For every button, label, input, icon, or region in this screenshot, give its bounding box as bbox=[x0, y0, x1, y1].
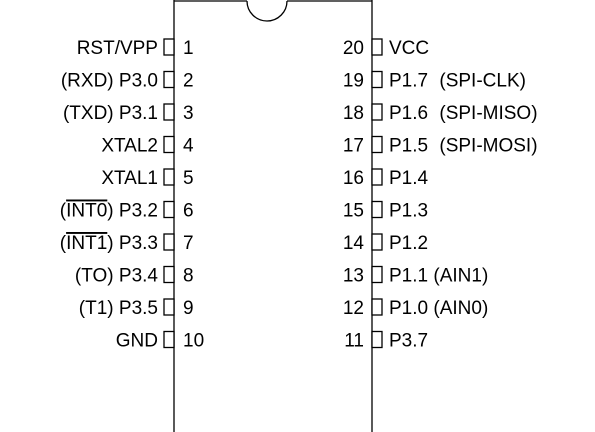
pin-number: 7 bbox=[183, 233, 194, 254]
pin-lead-12 bbox=[372, 299, 382, 315]
pin-name: P3.5 bbox=[118, 298, 158, 319]
pin-alt-function: (AIN0) bbox=[433, 298, 489, 319]
pin-label bbox=[389, 331, 428, 352]
pin-row-1 bbox=[77, 38, 194, 59]
pin-row-8 bbox=[75, 266, 194, 287]
pin-number: 19 bbox=[342, 70, 364, 92]
pin-number: 4 bbox=[183, 135, 194, 157]
pin-row-9 bbox=[79, 298, 194, 319]
chip-orientation-notch bbox=[247, 1, 287, 21]
pin-name: VCC bbox=[389, 38, 430, 59]
pin-number: 3 bbox=[183, 103, 194, 124]
pin-lead-10 bbox=[164, 332, 174, 348]
pin-number: 18 bbox=[342, 103, 364, 124]
pin-row-15 bbox=[343, 201, 428, 222]
pin-label-space bbox=[428, 103, 433, 124]
pin-name: P1.7 bbox=[389, 70, 429, 92]
pin-row-5 bbox=[101, 168, 193, 189]
pin-row-20 bbox=[343, 38, 429, 59]
pin-alt-close-paren: ) bbox=[107, 200, 119, 222]
left-pin-column bbox=[60, 38, 204, 352]
pin-number: 2 bbox=[183, 70, 194, 92]
pin-alt-function: (SPI-MOSI) bbox=[439, 135, 538, 157]
pin-lead-6 bbox=[164, 202, 174, 218]
pin-name: RST/VPP bbox=[76, 38, 158, 59]
pin-label bbox=[101, 136, 158, 157]
pin-name: P1.1 bbox=[389, 265, 429, 287]
pin-lead-1 bbox=[164, 39, 174, 55]
pin-row-11 bbox=[344, 331, 428, 352]
pin-label bbox=[77, 38, 158, 59]
pin-label-space bbox=[428, 71, 433, 92]
pin-lead-20 bbox=[372, 39, 382, 55]
pin-lead-13 bbox=[372, 267, 382, 283]
pin-lead-11 bbox=[372, 332, 382, 348]
pin-label bbox=[389, 266, 488, 287]
pin-number: 8 bbox=[183, 265, 194, 287]
pin-label bbox=[79, 298, 158, 319]
pin-number: 14 bbox=[342, 233, 364, 254]
pin-lead-16 bbox=[372, 169, 382, 185]
pin-label bbox=[389, 168, 429, 189]
pin-alt-function: (T1) bbox=[78, 298, 114, 319]
pin-row-19 bbox=[343, 71, 526, 92]
pin-label bbox=[389, 233, 428, 254]
pin-name: P1.3 bbox=[389, 200, 429, 222]
pin-name: P3.7 bbox=[389, 330, 429, 352]
pin-alt-function-overline: INT0 bbox=[66, 200, 108, 222]
pin-lead-7 bbox=[164, 234, 174, 250]
pin-name: P3.3 bbox=[118, 233, 158, 254]
pin-label bbox=[101, 168, 158, 189]
pin-row-10 bbox=[116, 331, 204, 352]
pin-lead-2 bbox=[164, 72, 174, 88]
pin-number: 9 bbox=[183, 298, 194, 319]
pin-alt-function: (SPI-MISO) bbox=[439, 103, 538, 124]
pin-row-4 bbox=[101, 136, 194, 157]
pin-name: P1.5 bbox=[389, 135, 429, 157]
pin-number: 15 bbox=[342, 200, 364, 222]
pin-lead-5 bbox=[164, 169, 174, 185]
pin-alt-open-paren: ( bbox=[59, 233, 67, 254]
pin-label bbox=[63, 103, 158, 124]
pin-lead-8 bbox=[164, 267, 174, 283]
pin-label bbox=[75, 266, 159, 287]
pin-name: XTAL2 bbox=[101, 135, 158, 157]
pin-lead-18 bbox=[372, 104, 382, 120]
pin-name: P3.0 bbox=[118, 70, 158, 92]
pin-row-14 bbox=[343, 233, 428, 254]
pin-number: 20 bbox=[342, 38, 364, 59]
pin-lead-19 bbox=[372, 72, 382, 88]
pin-label bbox=[61, 71, 158, 92]
pin-label bbox=[60, 201, 158, 222]
pin-alt-function: (TO) bbox=[74, 265, 114, 287]
pin-lead-4 bbox=[164, 137, 174, 153]
pin-label bbox=[60, 233, 158, 254]
pin-name: GND bbox=[115, 330, 158, 352]
pin-name: P1.6 bbox=[389, 103, 429, 124]
pin-number: 1 bbox=[183, 38, 194, 59]
pin-alt-function: (RXD) bbox=[60, 70, 114, 92]
pin-label bbox=[116, 331, 158, 352]
pin-lead-3 bbox=[164, 104, 174, 120]
pin-number: 16 bbox=[342, 168, 364, 189]
pin-alt-open-paren: ( bbox=[59, 200, 67, 222]
pin-name: P3.4 bbox=[118, 265, 158, 287]
pin-lead-14 bbox=[372, 234, 382, 250]
pin-label bbox=[389, 71, 526, 92]
pin-label bbox=[389, 103, 538, 124]
pin-lead-15 bbox=[372, 202, 382, 218]
pin-number: 5 bbox=[183, 168, 194, 189]
pin-alt-function: (SPI-CLK) bbox=[439, 70, 526, 92]
pin-row-12 bbox=[343, 298, 488, 319]
pin-name: P1.2 bbox=[389, 233, 429, 254]
pin-label bbox=[389, 38, 429, 59]
pin-name: P3.1 bbox=[118, 103, 158, 124]
pin-lead-9 bbox=[164, 299, 174, 315]
pin-name: XTAL1 bbox=[101, 168, 158, 189]
pin-label bbox=[389, 136, 538, 157]
pin-number: 11 bbox=[344, 330, 364, 352]
pin-number: 12 bbox=[342, 298, 364, 319]
pin-name: P1.4 bbox=[389, 168, 429, 189]
pin-number: 10 bbox=[183, 330, 205, 352]
pin-row-16 bbox=[343, 168, 429, 189]
pin-alt-function: (TXD) bbox=[62, 103, 114, 124]
pin-alt-function-overline: INT1 bbox=[66, 233, 108, 254]
pin-name: P1.0 bbox=[389, 298, 429, 319]
pin-number: 17 bbox=[342, 135, 364, 157]
pin-row-13 bbox=[343, 266, 488, 287]
pin-number: 13 bbox=[342, 265, 364, 287]
pin-label-space bbox=[428, 136, 433, 157]
pin-label bbox=[389, 201, 428, 222]
pin-alt-function: (AIN1) bbox=[433, 265, 489, 287]
pin-label bbox=[389, 298, 488, 319]
pin-alt-close-paren: ) bbox=[107, 233, 119, 254]
pin-number: 6 bbox=[183, 200, 194, 222]
pin-lead-17 bbox=[372, 137, 382, 153]
pin-name: P3.2 bbox=[118, 200, 158, 222]
